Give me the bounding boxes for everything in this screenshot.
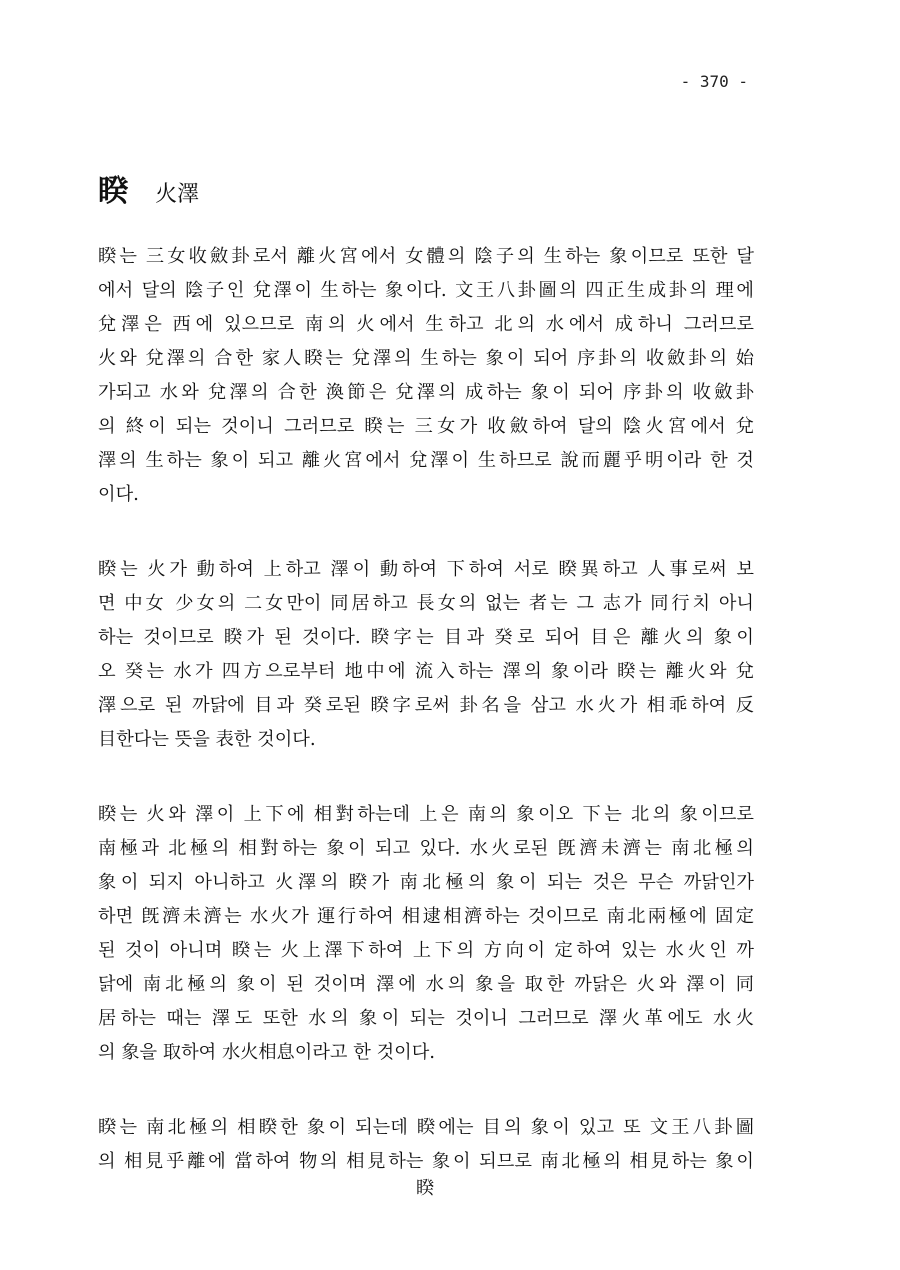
paragraph-2: [98, 553, 754, 757]
text-line: 睽는 火와 澤이 上下에 相對하는데 上은 南의 象이오 下는 北의 象이므로: [98, 804, 754, 825]
text-line: 睽는 南北極의 相睽한 象이 되는데 睽에는 目의 象이 있고 또 文王八卦圖: [98, 1117, 754, 1138]
text-line: 에서 달의 陰子인 兌澤이 生하는 象이다. 文王八卦圖의 四正生成卦의 理에: [98, 280, 754, 301]
page-number: - 370 -: [680, 72, 748, 91]
paragraph-1: [98, 240, 754, 512]
text-line: 睽는 火가 動하여 上하고 澤이 動하여 下하여 서로 睽異하고 人事로써 보: [98, 559, 754, 580]
hexagram-subtitle: 火澤: [155, 182, 200, 207]
text-line: 澤으로 된 까닭에 目과 癸로된 睽字로써 卦名을 삼고 水火가 相乖하여 反: [98, 695, 754, 716]
text-line: 南極과 北極의 相對하는 象이 되고 있다. 水火로된 旣濟未濟는 南北極의: [98, 838, 754, 859]
text-line: 면 中女 少女의 二女만이 同居하고 長女의 없는 者는 그 志가 同行치 아니: [98, 593, 754, 614]
text-line: 닭에 南北極의 象이 된 것이며 澤에 水의 象을 取한 까닭은 火와 澤이 同: [98, 974, 754, 995]
text-line: 의 相見乎離에 當하여 物의 相見하는 象이 되므로 南北極의 相見하는 象이: [98, 1151, 754, 1172]
text-line: 하는 것이므로 睽가 된 것이다. 睽字는 目과 癸로 되어 目은 離火의 象이: [98, 627, 754, 648]
body-text: [98, 240, 754, 1220]
hexagram-name: 睽: [98, 174, 128, 209]
section-title: [98, 166, 199, 210]
page-footer: 睽: [416, 1178, 434, 1199]
text-line: 居하는 때는 澤도 또한 水의 象이 되는 것이니 그러므로 澤火革에도 水火: [98, 1008, 754, 1029]
text-line: 가되고 水와 兌澤의 合한 渙節은 兌澤의 成하는 象이 되어 序卦의 收斂卦: [98, 382, 754, 403]
text-line: 된 것이 아니며 睽는 火上澤下하여 上下의 方向이 定하여 있는 水火인 까: [98, 940, 754, 961]
paragraph-4: [98, 1111, 754, 1179]
text-line: 하면 旣濟未濟는 水火가 運行하여 相逮相濟하는 것이므로 南北兩極에 固定: [98, 906, 754, 927]
text-line: 目한다는 뜻을 表한 것이다.: [98, 729, 316, 750]
text-line: 오 癸는 水가 四方으로부터 地中에 流入하는 澤의 象이라 睽는 離火와 兌: [98, 661, 754, 682]
text-line: 의 終이 되는 것이니 그러므로 睽는 三女가 收斂하여 달의 陰火宮에서 兌: [98, 416, 754, 437]
text-line: 象이 되지 아니하고 火澤의 睽가 南北極의 象이 되는 것은 무슨 까닭인가: [98, 872, 754, 893]
text-line: 이다.: [98, 484, 139, 505]
text-line: 의 象을 取하여 水火相息이라고 한 것이다.: [98, 1042, 436, 1063]
paragraph-3: [98, 798, 754, 1070]
text-line: 兌澤은 西에 있으므로 南의 火에서 生하고 北의 水에서 成하니 그러므로: [98, 314, 754, 335]
text-line: 澤의 生하는 象이 되고 離火宮에서 兌澤이 生하므로 說而麗乎明이라 한 것: [98, 450, 754, 471]
text-line: 睽는 三女收斂卦로서 離火宮에서 女體의 陰子의 生하는 象이므로 또한 달: [98, 246, 754, 267]
text-line: 火와 兌澤의 合한 家人睽는 兌澤의 生하는 象이 되어 序卦의 收斂卦의 始: [98, 348, 754, 369]
